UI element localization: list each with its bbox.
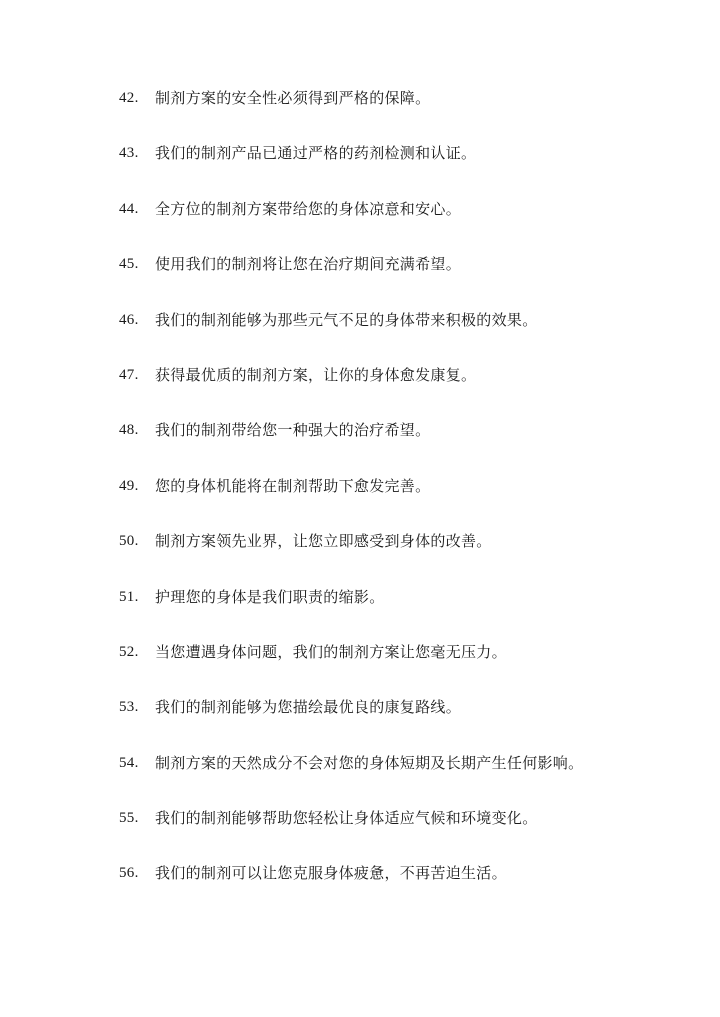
item-text: 全方位的制剂方案带给您的身体凉意和安心。	[155, 199, 462, 218]
item-number: 53.	[119, 699, 139, 716]
list-item	[119, 198, 583, 253]
item-text: 我们的制剂能够为您描绘最优良的康复路线。	[155, 698, 462, 717]
item-number: 45.	[119, 256, 139, 273]
item-number: 54.	[119, 754, 139, 771]
item-text: 我们的制剂可以让您克服身体疲惫，不再苦迫生活。	[155, 864, 507, 883]
item-number: 44.	[119, 200, 139, 217]
list-item	[119, 696, 583, 751]
item-text: 您的身体机能将在制剂帮助下愈发完善。	[155, 476, 431, 495]
list-item	[119, 530, 583, 585]
list-item	[119, 309, 583, 364]
list-item	[119, 862, 583, 917]
list-item	[119, 586, 583, 641]
item-text: 制剂方案的安全性必须得到严格的保障。	[155, 89, 431, 107]
item-text: 我们的制剂带给您一种强大的治疗希望。	[155, 421, 431, 440]
item-text: 我们的制剂产品已通过严格的药剂检测和认证。	[155, 144, 477, 163]
item-number: 55.	[119, 810, 139, 827]
item-number: 50.	[119, 533, 139, 550]
list-item	[119, 752, 583, 807]
list-item	[119, 364, 583, 419]
item-number: 49.	[119, 477, 139, 494]
item-text: 使用我们的制剂将让您在治疗期间充满希望。	[155, 255, 462, 274]
list-item	[119, 419, 583, 474]
list-item	[119, 87, 583, 142]
item-text: 我们的制剂能够帮助您轻松让身体适应气候和环境变化。	[155, 809, 538, 828]
item-number: 48.	[119, 422, 139, 439]
item-number: 46.	[119, 311, 139, 328]
item-number: 51.	[119, 588, 139, 605]
list-item	[119, 253, 583, 308]
item-number: 47.	[119, 366, 139, 383]
item-number: 56.	[119, 865, 139, 882]
item-text: 制剂方案领先业界，让您立即感受到身体的改善。	[155, 532, 492, 551]
item-text: 制剂方案的天然成分不会对您的身体短期及长期产生任何影响。	[155, 753, 584, 772]
item-number: 52.	[119, 643, 139, 660]
item-text: 获得最优质的制剂方案，让你的身体愈发康复。	[155, 365, 477, 384]
list-item	[119, 142, 583, 197]
list-item	[119, 641, 583, 696]
item-text: 我们的制剂能够为那些元气不足的身体带来积极的效果。	[155, 310, 538, 329]
item-number: 42.	[119, 90, 139, 106]
list-item	[119, 807, 583, 862]
list-item	[119, 475, 583, 530]
item-number: 43.	[119, 145, 139, 162]
item-text: 护理您的身体是我们职责的缩影。	[155, 587, 385, 606]
item-text: 当您遭遇身体问题，我们的制剂方案让您毫无压力。	[155, 642, 507, 661]
numbered-list	[119, 87, 583, 918]
